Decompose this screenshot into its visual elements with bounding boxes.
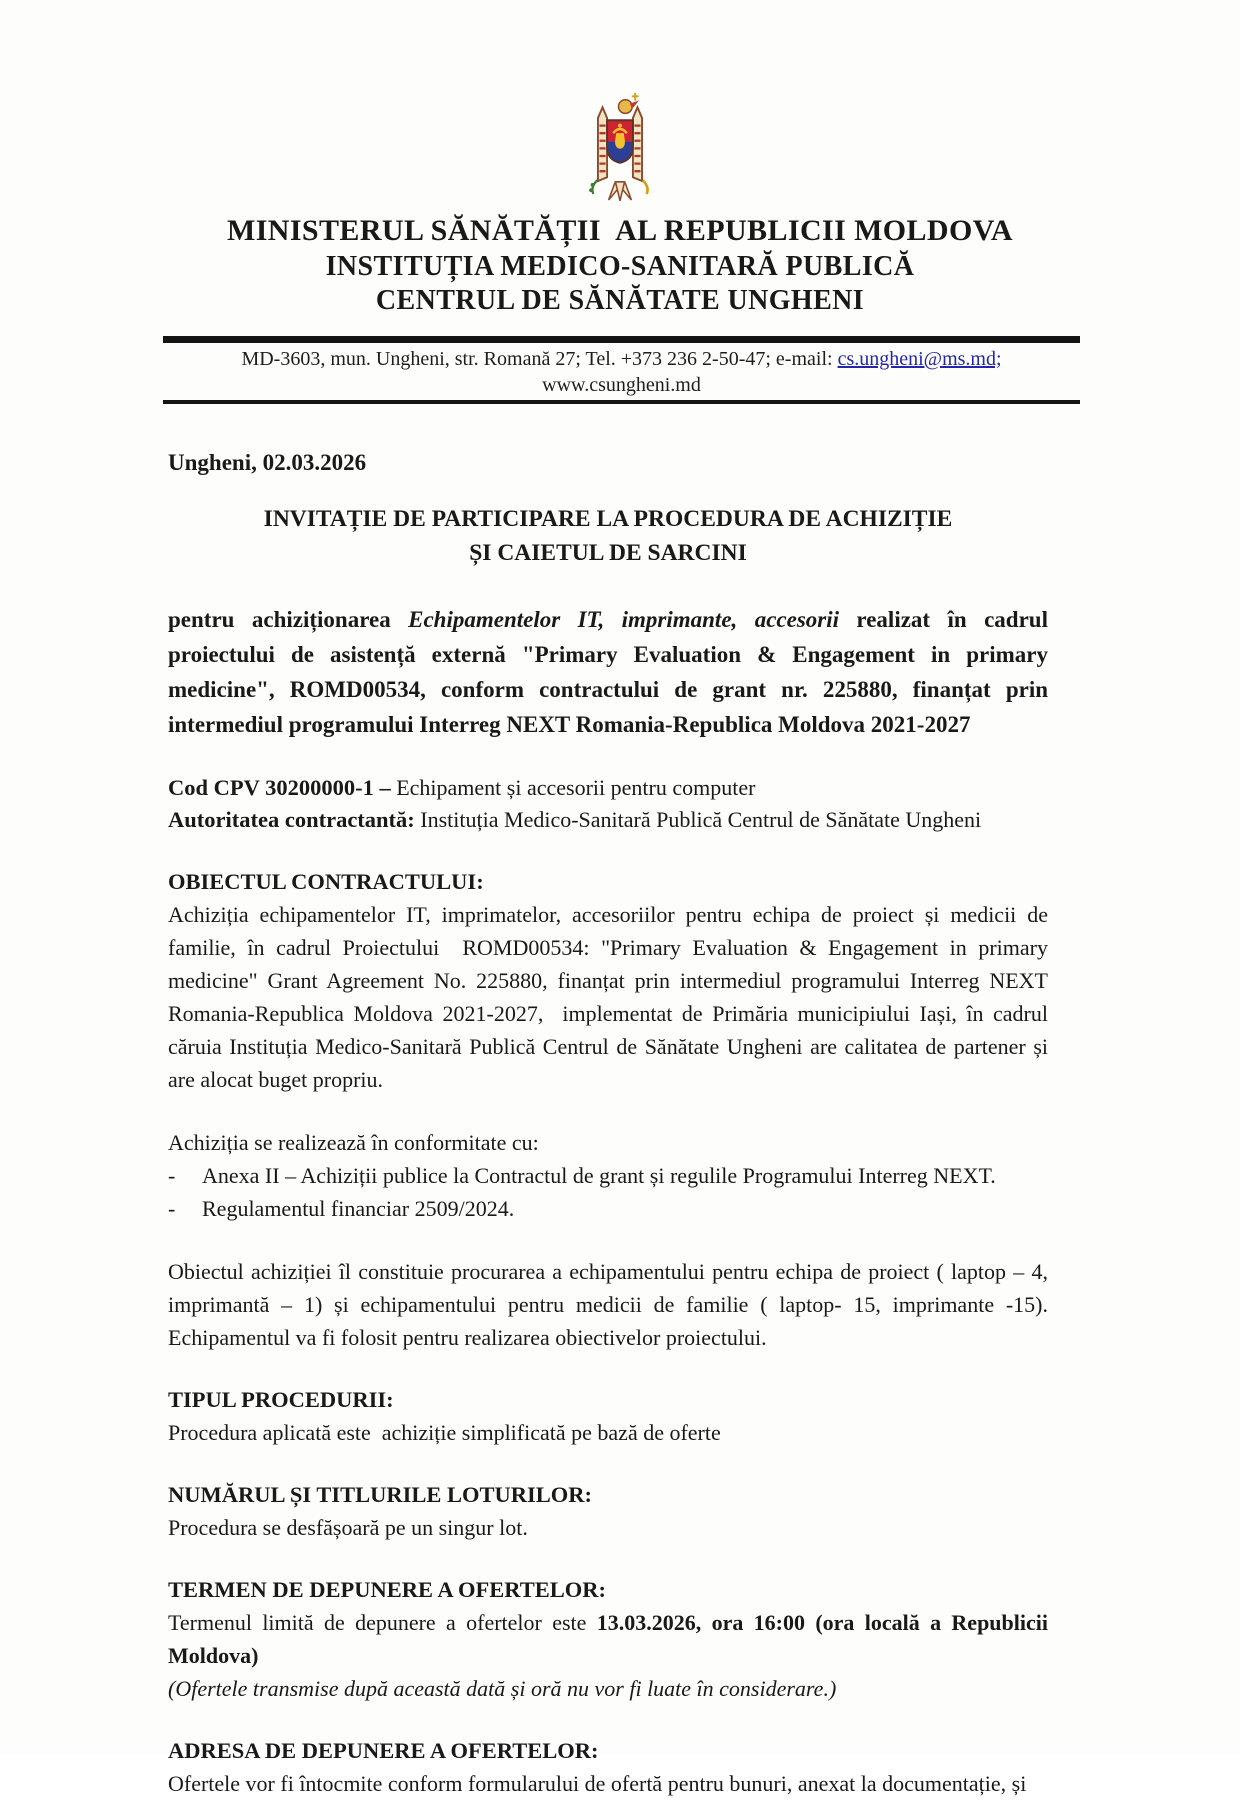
- procedure-type-body: Procedura aplicată este achiziție simplificată pe bază de oferte: [168, 1420, 721, 1445]
- authority-value: Instituția Medico-Sanitară Publică Centrul de Sănătate Ungheni: [414, 807, 982, 832]
- section-contract-object: [168, 866, 1048, 1096]
- procedure-type-heading: TIPUL PROCEDURII:: [168, 1387, 394, 1412]
- list-item: [168, 1192, 1048, 1225]
- submission-address-body: Ofertele vor fi întocmite conform formularului de ofertă pentru bunuri, anexat la documentație, și: [168, 1771, 1027, 1796]
- moldova-coat-of-arms-icon: [0, 0, 1240, 204]
- deadline-heading: TERMEN DE DEPUNERE A OFERTELOR:: [168, 1577, 607, 1602]
- divider-thin-rule: [163, 400, 1080, 404]
- intro-run-1: pentru achiziționarea: [168, 607, 409, 632]
- lots-heading: NUMĂRUL ȘI TITLURILE LOTURILOR:: [168, 1482, 593, 1507]
- cpv-label: Cod CPV 30200000-1 –: [168, 775, 391, 800]
- deadline-note: (Ofertele transmise după această dată și oră nu vor fi luate în considerare.): [168, 1676, 837, 1701]
- contact-address: MD-3603, mun. Ungheni, str. Romană 27; Tel. +373 236 2-50-47; e-mail:: [241, 348, 838, 370]
- section-lots: [168, 1479, 1048, 1544]
- list-item: [168, 1159, 1048, 1192]
- authority-label: Autoritatea contractantă:: [168, 807, 415, 832]
- masthead-divider: [163, 336, 1080, 404]
- section-deadline: [168, 1574, 1048, 1705]
- contract-object-paragraph: Achiziția echipamentelor IT, imprimatelor, accesoriilor pentru echipa de proiect și medicii de familie, în cadrul Proiectului ROMD00534: "Primary Evaluation & Engagement in primary medicine" Grant Agreement No. 225880, finanțat prin intermediul programului Interreg NEXT Romania-Republica Moldova 2021-2027, implementat de Primăria municipiului Iași, în cadrul căruia Instituția Medico-Sanitară Publică Centrul de Sănătate Ungheni are calitatea de partener și are alocat buget propriu.: [168, 902, 1048, 1092]
- divider-heavy-rule: [163, 336, 1080, 343]
- list-marker: -: [168, 1196, 176, 1221]
- intro-run-italic: Echipamentelor IT, imprimante, accesorii: [408, 607, 840, 632]
- email-link[interactable]: cs.ungheni@ms.md;: [837, 348, 1002, 370]
- contract-object-heading: OBIECTUL CONTRACTULUI:: [168, 869, 484, 894]
- submission-address-heading: ADRESA DE DEPUNERE A OFERTELOR:: [168, 1738, 599, 1763]
- list-marker: -: [168, 1163, 176, 1188]
- title-line-2: ȘI CAIETUL DE SARCINI: [469, 540, 747, 566]
- deadline-body: [168, 1606, 1048, 1672]
- section-submission-address: [168, 1735, 1048, 1800]
- list-item-text: Regulamentul financiar 2509/2024.: [202, 1196, 515, 1221]
- center-name: CENTRUL DE SĂNĂTATE UNGHENI: [375, 285, 865, 316]
- cpv-value: Echipament și accesorii pentru computer: [390, 775, 756, 800]
- lots-body: Procedura se desfășoară pe un singur lot.: [168, 1515, 528, 1540]
- deadline-run-normal: Termenul limită de depunere a ofertelor este: [168, 1610, 597, 1635]
- intro-run-2: realizat în cadrul proiectului de asistență externă "Primary Evaluation & Engagement in primary medicine", ROMD00534, conform contractului de grant nr. 225880, finanțat prin intermediul programului Interreg NEXT Romania-Republica Moldova 2021-2027: [168, 607, 1048, 737]
- contact-bar: [163, 343, 1080, 400]
- document-body: [0, 450, 1240, 1800]
- dateline: Ungheni, 02.03.2026: [168, 450, 367, 475]
- title-line-1: INVITAȚIE DE PARTICIPARE LA PROCEDURA DE ACHIZIȚIE: [263, 506, 953, 532]
- intro-paragraph: [168, 602, 1048, 742]
- conformity-intro: Achiziția se realizează în conformitate cu:: [168, 1130, 539, 1155]
- object-detail-paragraph: Obiectul achiziției îl constituie procurarea a echipamentului pentru echipa de proiect ( laptop – 4, imprimantă – 1) și echipamentului pentru medicii de familie ( laptop- 15, imprimante -15). Echipamentul va fi folosit pentru realizarea obiectivelor proiectului.: [168, 1259, 1048, 1350]
- section-procedure-type: [168, 1384, 1048, 1449]
- organization-names: [0, 212, 1240, 318]
- section-conformity: [168, 1126, 1048, 1225]
- authority-line: [168, 804, 1048, 836]
- institution-name: INSTITUȚIA MEDICO-SANITARĂ PUBLICĂ: [325, 251, 915, 282]
- website-text: www.csungheni.md: [542, 374, 701, 396]
- masthead: [0, 0, 1240, 404]
- document-title: [168, 502, 1048, 570]
- deadline-run-bold: 13.03.2026, ora 16:00 (ora locală a Republicii Moldova): [168, 1610, 1048, 1668]
- list-item-text: Anexa II – Achiziții publice la Contractul de grant și regulile Programului Interreg NEXT.: [202, 1163, 996, 1188]
- ministry-name: MINISTERUL SĂNĂTĂȚII AL REPUBLICII MOLDOVA: [227, 214, 1013, 247]
- cpv-line: [168, 772, 1048, 804]
